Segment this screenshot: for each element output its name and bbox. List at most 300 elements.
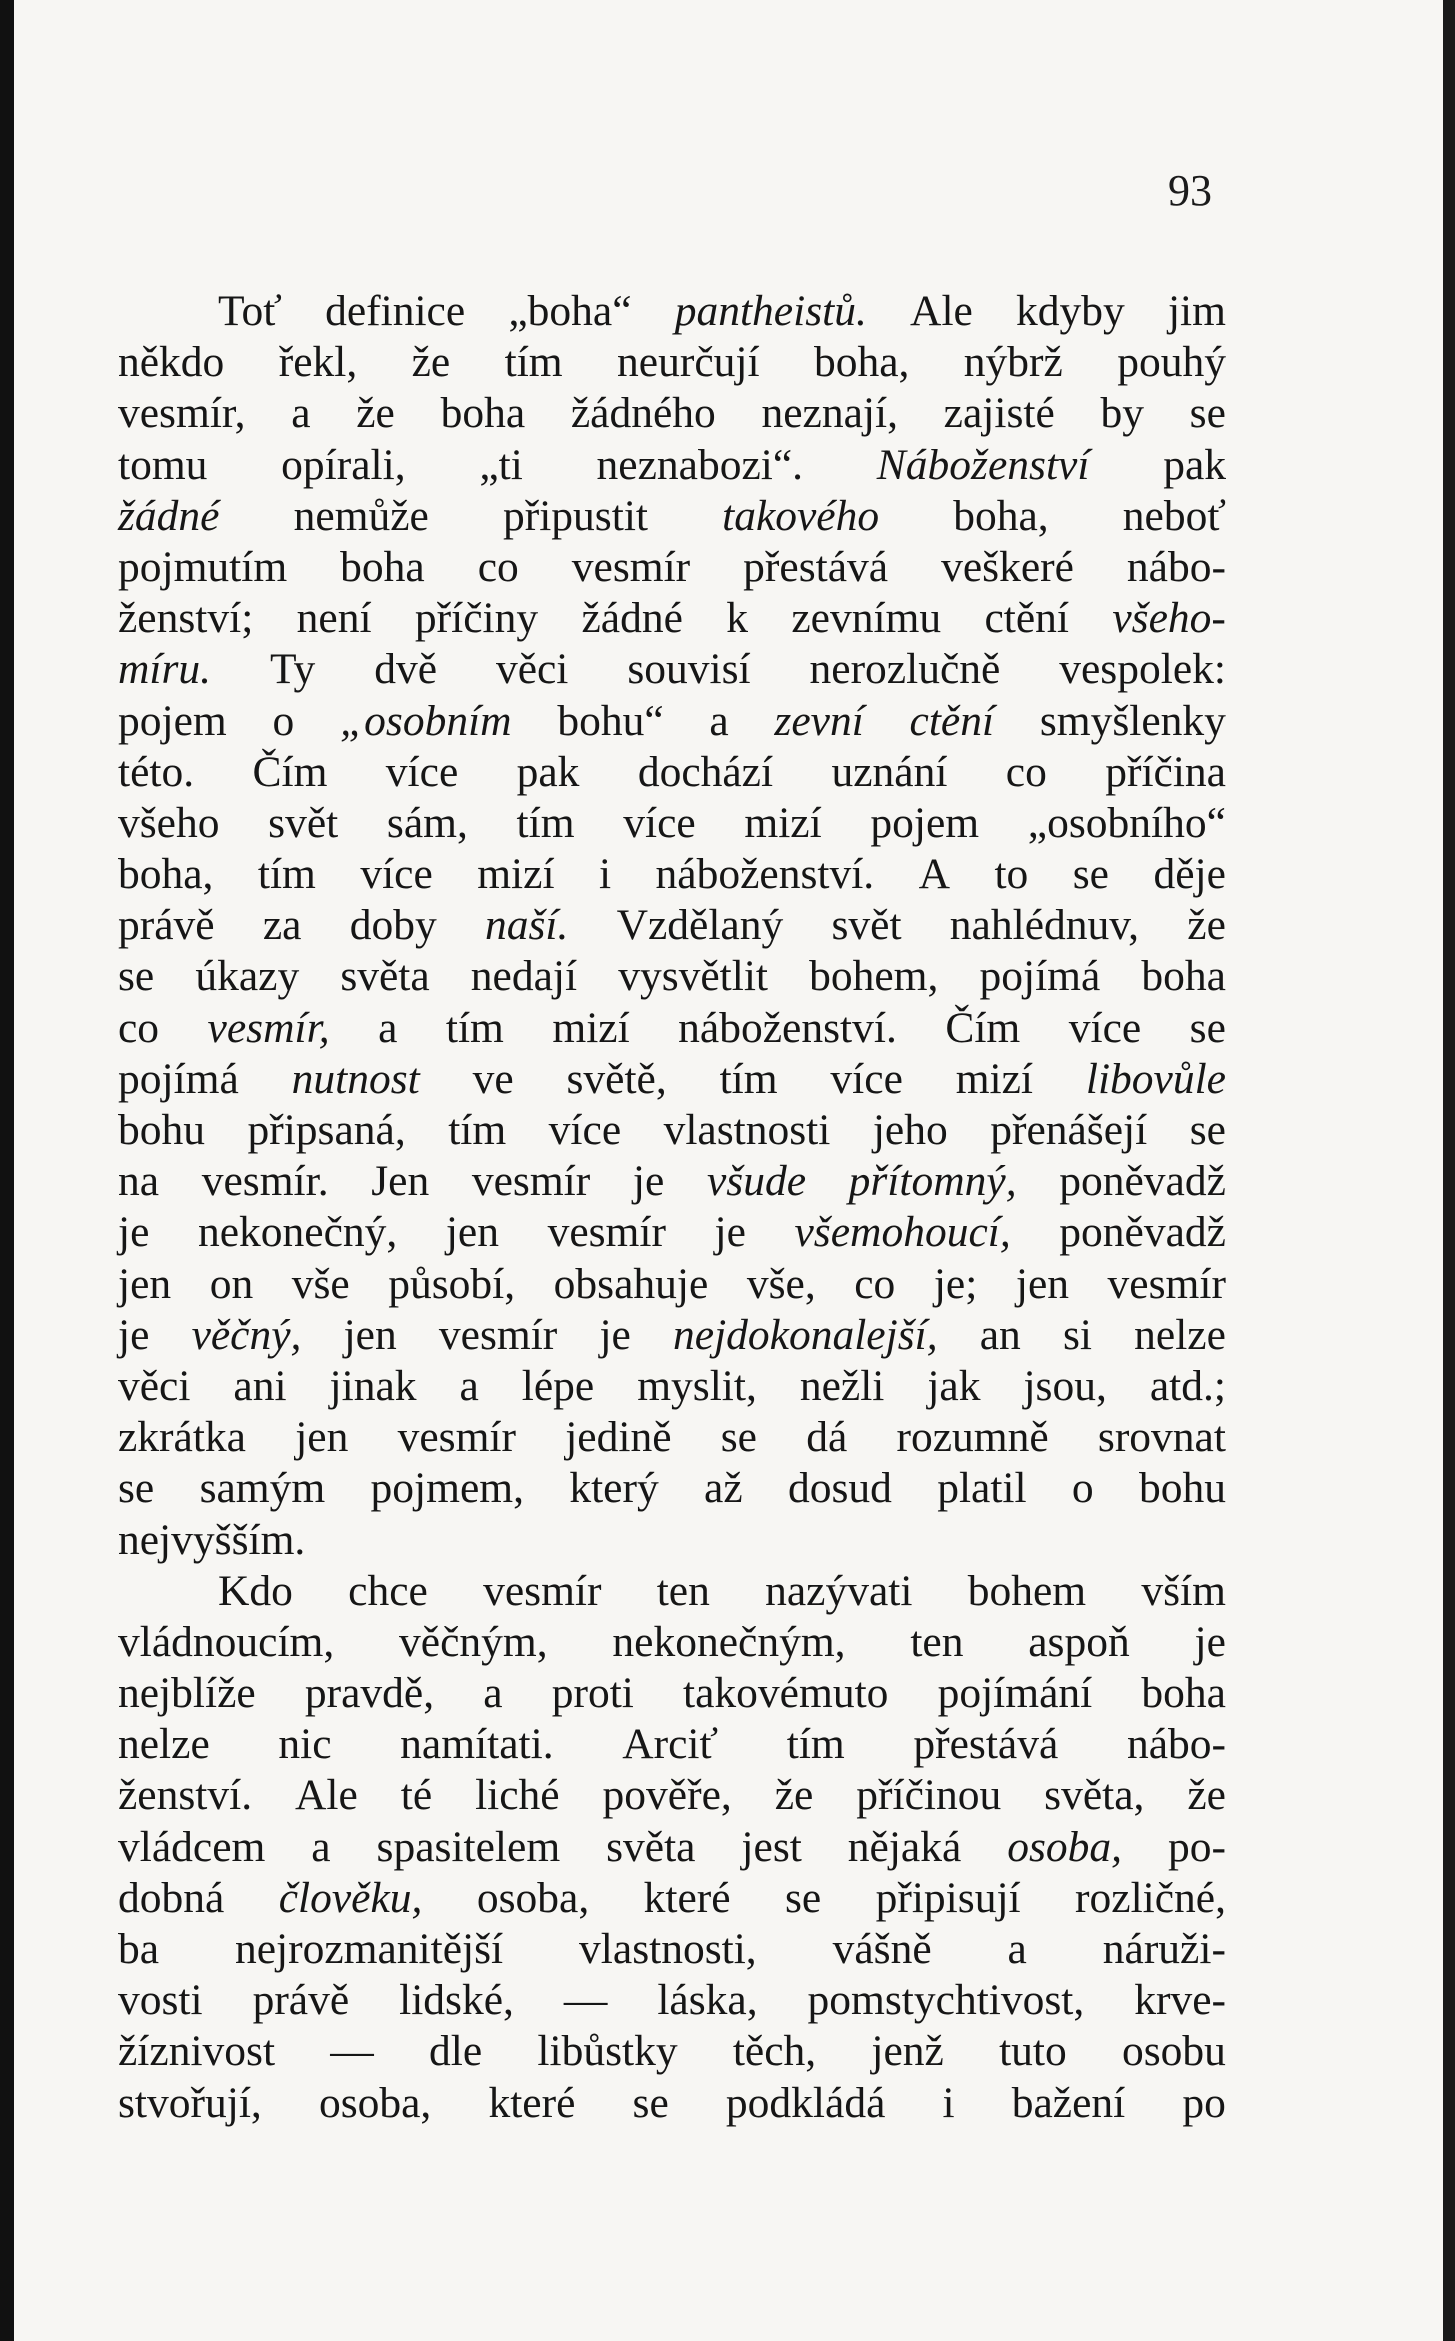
text-line	[118, 644, 1226, 695]
word: smyšlenky	[1039, 696, 1226, 745]
word: vesmír.	[201, 1157, 329, 1206]
word: Ty	[269, 645, 316, 694]
word: pak	[1163, 440, 1226, 489]
word: svět	[831, 901, 902, 950]
word: je	[714, 1208, 746, 1257]
word: právě	[252, 1976, 350, 2025]
word: se	[632, 2078, 669, 2127]
word: jest	[741, 1822, 802, 1871]
word: bohem	[967, 1566, 1087, 1615]
word: přítomný,	[848, 1157, 1017, 1206]
right-scan-edge	[1443, 0, 1455, 2341]
word: žádné	[118, 491, 220, 540]
text-line	[118, 286, 1226, 337]
word: nežli	[799, 1361, 885, 1410]
word: vše	[291, 1259, 350, 1308]
word: a	[378, 1003, 398, 1052]
word: osoba,	[476, 1873, 590, 1922]
word: více	[830, 1054, 903, 1103]
word: pojem	[870, 798, 980, 847]
word: který	[569, 1464, 659, 1513]
word: úkazy	[195, 952, 300, 1001]
word: vládnoucím,	[118, 1617, 335, 1666]
word: —	[563, 1976, 608, 2025]
word: nejblíže	[118, 1669, 256, 1718]
word: nekonečným,	[612, 1617, 846, 1666]
word: chce	[348, 1566, 428, 1615]
word: více	[360, 850, 433, 899]
word: tomu	[118, 440, 208, 489]
word: dobná	[118, 1873, 225, 1922]
word: nejrozmanitější	[234, 1925, 504, 1973]
word: se	[1189, 389, 1226, 438]
word: bohu	[1138, 1464, 1226, 1513]
word: jsou,	[1023, 1361, 1107, 1410]
text-line	[118, 491, 1226, 542]
word: boha,	[813, 338, 910, 387]
word: se	[118, 1464, 155, 1513]
word: i	[598, 850, 612, 899]
word: ctění	[984, 594, 1070, 643]
word: ten	[910, 1617, 964, 1666]
text-line	[118, 1003, 1226, 1054]
word: bohem,	[809, 952, 939, 1001]
text-line	[118, 900, 1226, 951]
word: vespolek:	[1059, 645, 1226, 694]
word: co	[854, 1259, 896, 1308]
text-line	[118, 951, 1226, 1002]
word: pověře,	[602, 1771, 732, 1820]
word: namítati.	[400, 1720, 554, 1769]
word: někdo	[118, 338, 225, 387]
word: doby	[349, 901, 437, 950]
word: příčinou	[856, 1771, 1002, 1820]
word: pojímá	[118, 1054, 239, 1103]
word: věčným,	[399, 1617, 548, 1666]
word: připisují	[875, 1873, 1021, 1922]
word: vlastnosti	[663, 1106, 831, 1154]
word: po-	[1167, 1822, 1226, 1871]
word: vesmír	[547, 1208, 666, 1257]
word: se	[118, 952, 155, 1001]
word: přestává	[743, 542, 889, 591]
word: se	[784, 1873, 822, 1922]
text-line	[118, 1924, 1226, 1975]
word: myslit,	[637, 1361, 757, 1410]
word: jenž	[871, 2027, 944, 2076]
word: ženství;	[118, 594, 254, 643]
word: o	[272, 696, 295, 745]
text-line	[118, 798, 1226, 849]
word: se	[1189, 1003, 1226, 1052]
word: působí,	[388, 1259, 516, 1308]
word: Kdo	[218, 1566, 293, 1615]
text-line	[118, 2078, 1226, 2129]
word: on	[209, 1259, 254, 1308]
word: světa	[340, 952, 430, 1001]
word: vesmír	[471, 1157, 591, 1206]
word: ten	[656, 1566, 710, 1615]
word: připsaná,	[247, 1106, 406, 1154]
word: to	[994, 850, 1029, 899]
word: tím	[786, 1720, 845, 1769]
word: nejvyšším.	[118, 1515, 306, 1564]
word: věci	[495, 645, 569, 694]
word: neznabozi“.	[596, 440, 804, 489]
word: svět	[268, 798, 339, 847]
word: náboženství.	[655, 850, 875, 899]
word: je	[118, 1310, 150, 1359]
word: i	[942, 2078, 955, 2127]
word: libovůle	[1085, 1054, 1226, 1103]
text-line	[118, 1156, 1226, 1207]
word: si	[1062, 1310, 1092, 1359]
text-line	[118, 1054, 1226, 1105]
word: zajisté	[943, 389, 1055, 438]
word: nejdokonalejší,	[673, 1310, 938, 1359]
word: žádné	[581, 594, 683, 643]
word: jim	[1167, 287, 1226, 335]
word: tím	[504, 338, 563, 387]
word: takového	[722, 491, 880, 540]
word: světě,	[566, 1054, 667, 1103]
text-line	[118, 1822, 1226, 1873]
word: Jen	[371, 1157, 430, 1206]
word: ctění	[909, 696, 995, 745]
word: nekonečný,	[197, 1208, 398, 1257]
word: a	[311, 1822, 331, 1871]
word: lépe	[521, 1361, 595, 1410]
text-line	[118, 1207, 1226, 1258]
word: jinak	[329, 1361, 417, 1410]
text-line	[118, 1105, 1226, 1156]
word: jen	[118, 1259, 172, 1308]
word: zevní	[774, 696, 864, 745]
word: jedině	[565, 1413, 672, 1462]
text-line	[118, 2026, 1226, 2077]
word: Čím	[252, 747, 328, 796]
word: „ti	[479, 440, 523, 489]
word: boha	[440, 389, 526, 438]
word: osobu	[1122, 2027, 1226, 2076]
text-line	[118, 542, 1226, 593]
word: za	[262, 901, 302, 950]
word: nýbrž	[963, 338, 1063, 387]
word: nutnost	[291, 1054, 420, 1103]
word: jen	[343, 1310, 397, 1359]
word: stvořují,	[118, 2078, 262, 2127]
text-line	[118, 1361, 1226, 1412]
word: vesmír	[571, 542, 691, 591]
word: tuto	[999, 2027, 1067, 2076]
word: neznají,	[761, 389, 898, 438]
text-line	[118, 1259, 1226, 1310]
word: přestává	[913, 1720, 1059, 1769]
word: že	[774, 1771, 814, 1820]
word: dle	[429, 2027, 483, 2076]
word: všeho	[118, 798, 220, 847]
word: ani	[233, 1361, 287, 1410]
word: nazývati	[765, 1566, 913, 1615]
word: vášně	[832, 1925, 932, 1973]
word: spasitelem	[376, 1822, 561, 1871]
word: dosud	[787, 1464, 892, 1513]
text-line	[118, 1873, 1226, 1924]
word: pojmem,	[370, 1464, 524, 1513]
word: Ale	[910, 287, 973, 335]
word: vlastnosti,	[579, 1925, 757, 1973]
word: krve-	[1134, 1976, 1226, 2025]
word: právě	[118, 901, 215, 950]
word: nemůže	[293, 491, 429, 540]
word: an	[979, 1310, 1021, 1359]
word: naší.	[484, 901, 569, 950]
word: pomstychtivost,	[807, 1976, 1085, 2025]
word: opírali,	[281, 440, 406, 489]
text-line	[118, 1975, 1226, 2026]
word: dá	[806, 1413, 848, 1462]
text-line	[118, 747, 1226, 798]
text-line	[118, 1310, 1226, 1361]
word: —	[330, 2027, 374, 2076]
word: libůstky	[537, 2027, 678, 2076]
text-line	[118, 696, 1226, 747]
word: pojímání	[937, 1669, 1093, 1718]
page-number: 93	[1168, 166, 1212, 215]
word: všeho-	[1112, 594, 1226, 643]
word: podkládá	[725, 2078, 886, 2127]
word: aspoň	[1028, 1617, 1130, 1666]
word: je	[1194, 1617, 1226, 1666]
word: co	[477, 542, 519, 591]
word: Toť	[218, 287, 282, 335]
word: které	[643, 1873, 731, 1922]
word: té	[400, 1771, 433, 1820]
word: více	[623, 798, 696, 847]
word: ve	[472, 1054, 514, 1103]
word: až	[704, 1464, 743, 1513]
word: není	[296, 594, 372, 643]
word: k	[726, 594, 748, 643]
word: neboť	[1122, 491, 1226, 540]
word: nahlédnuv,	[949, 901, 1140, 950]
word: vládcem	[118, 1822, 266, 1871]
word: je	[632, 1157, 665, 1206]
word: samým	[199, 1464, 326, 1513]
word: příčiny	[414, 594, 539, 643]
word: boha	[1141, 1669, 1226, 1718]
word: ba	[118, 1925, 160, 1973]
word: o	[1071, 1464, 1094, 1513]
text-line	[118, 1770, 1226, 1821]
word: světa,	[1044, 1771, 1145, 1820]
text-line	[118, 593, 1226, 644]
word: neurčují	[617, 338, 760, 387]
word: po	[1182, 2078, 1226, 2127]
word: že	[1187, 1771, 1226, 1820]
word: Arciť	[622, 1720, 719, 1769]
word: proti	[551, 1669, 634, 1718]
word: by	[1100, 389, 1144, 438]
text-line	[118, 1617, 1226, 1668]
word: žíznivost	[118, 2027, 276, 2076]
word: vesmír	[483, 1566, 602, 1615]
word: pojímá	[979, 952, 1101, 1001]
word: nedají	[470, 952, 578, 1001]
word: je;	[933, 1259, 978, 1308]
word: nějaká	[847, 1822, 962, 1871]
text-line	[118, 849, 1226, 900]
text-line	[118, 440, 1226, 491]
text-line	[118, 1412, 1226, 1463]
word: nábo-	[1126, 542, 1226, 591]
word: zkrátka	[118, 1413, 246, 1462]
word: a	[1007, 1925, 1027, 1973]
word: „boha“	[508, 287, 632, 335]
word: mizí	[955, 1054, 1034, 1103]
word: srovnat	[1097, 1413, 1226, 1462]
word: poněvadž	[1059, 1208, 1226, 1257]
word: přenášejí	[990, 1106, 1148, 1154]
word: láska,	[657, 1976, 758, 2025]
word: náruži-	[1102, 1925, 1226, 1973]
word: ženství.	[118, 1771, 253, 1820]
word: boha	[1141, 952, 1226, 1001]
word: vše,	[746, 1259, 816, 1308]
word: definice	[325, 287, 466, 335]
word: platil	[937, 1464, 1027, 1513]
word: příčina	[1105, 747, 1226, 796]
word: obsahuje	[553, 1259, 709, 1308]
word: osoba,	[318, 2078, 432, 2127]
word: pouhý	[1117, 338, 1226, 387]
text-line	[118, 388, 1226, 439]
word: nelze	[118, 1720, 210, 1769]
word: připustit	[502, 491, 648, 540]
word: a	[291, 389, 311, 438]
text-line	[118, 337, 1226, 388]
word: vesmír	[397, 1413, 516, 1462]
word: že	[1187, 901, 1226, 950]
word: zevnímu	[791, 594, 942, 643]
word: všemohoucí,	[794, 1208, 1011, 1257]
word: tím	[719, 1054, 778, 1103]
word: se	[1072, 850, 1109, 899]
word: boha	[340, 542, 425, 591]
word: jen	[295, 1413, 349, 1462]
word: vším	[1141, 1566, 1226, 1615]
word: tím	[445, 1003, 504, 1052]
word: děje	[1153, 850, 1226, 899]
word: těch,	[732, 2027, 817, 2076]
word: vosti	[118, 1976, 203, 2025]
word: atd.;	[1149, 1361, 1226, 1410]
word: jen	[445, 1208, 499, 1257]
word: „osobního“	[1027, 798, 1226, 847]
word: lidské,	[399, 1976, 514, 2025]
word: jeho	[872, 1106, 948, 1154]
text-line	[118, 1566, 1226, 1617]
word: bažení	[1011, 2078, 1126, 2127]
word: nic	[278, 1720, 332, 1769]
word: vesmír	[438, 1310, 558, 1359]
word: rozumně	[896, 1413, 1049, 1462]
word: rozličné,	[1075, 1873, 1226, 1922]
word: pojmutím	[118, 542, 288, 591]
word: nábo-	[1126, 1720, 1226, 1769]
word: náboženství.	[678, 1003, 897, 1052]
word: boha,	[118, 850, 214, 899]
word: takovémuto	[683, 1669, 889, 1718]
word: „osobním	[339, 696, 512, 745]
text-line	[118, 1515, 1226, 1566]
word: nelze	[1134, 1310, 1226, 1359]
word: více	[1068, 1003, 1142, 1052]
word: jen	[1015, 1259, 1070, 1308]
word: člověku,	[278, 1873, 423, 1922]
word: bohu	[118, 1106, 205, 1154]
word: boha,	[953, 491, 1049, 540]
word: jak	[927, 1361, 981, 1410]
word: tím	[257, 850, 316, 899]
word: Vzdělaný	[616, 901, 784, 950]
word: uznání	[831, 747, 948, 796]
word: pak	[516, 747, 580, 796]
word: vysvětlit	[618, 952, 769, 1001]
word: Náboženství	[876, 440, 1090, 489]
word: že	[411, 338, 451, 387]
word: vesmír,	[207, 1003, 330, 1052]
word: dvě	[374, 645, 438, 694]
word: dochází	[637, 747, 774, 796]
word: více	[385, 747, 459, 796]
word: se	[720, 1413, 757, 1462]
word: všude	[706, 1157, 806, 1206]
word: které	[488, 2078, 576, 2127]
word: nerozlučně	[809, 645, 1001, 694]
word: A	[918, 850, 951, 899]
word: tím	[448, 1106, 507, 1154]
text-line	[118, 1719, 1226, 1770]
word: více	[548, 1106, 622, 1154]
word: tím	[516, 798, 575, 847]
word: Ale	[295, 1771, 358, 1820]
word: světa	[606, 1822, 696, 1871]
word: mizí	[477, 850, 555, 899]
word: se	[1189, 1106, 1226, 1154]
left-scan-edge	[0, 0, 14, 2341]
word: mizí	[744, 798, 822, 847]
word: této.	[118, 747, 195, 796]
word: kdyby	[1016, 287, 1125, 335]
word: je	[118, 1208, 150, 1257]
word: Čím	[945, 1003, 1021, 1052]
word: vesmír,	[118, 389, 246, 438]
word: osoba,	[1007, 1822, 1123, 1871]
word: pojem	[118, 696, 227, 745]
word: věci	[118, 1361, 191, 1410]
word: žádného	[570, 389, 716, 438]
word: a	[709, 696, 729, 745]
word: řekl,	[278, 338, 358, 387]
text-line	[118, 1463, 1226, 1514]
word: mizí	[552, 1003, 630, 1052]
word: poněvadž	[1059, 1157, 1226, 1206]
word: liché	[475, 1771, 560, 1820]
word: veškeré	[941, 542, 1074, 591]
word: je	[599, 1310, 631, 1359]
word: že	[356, 389, 395, 438]
